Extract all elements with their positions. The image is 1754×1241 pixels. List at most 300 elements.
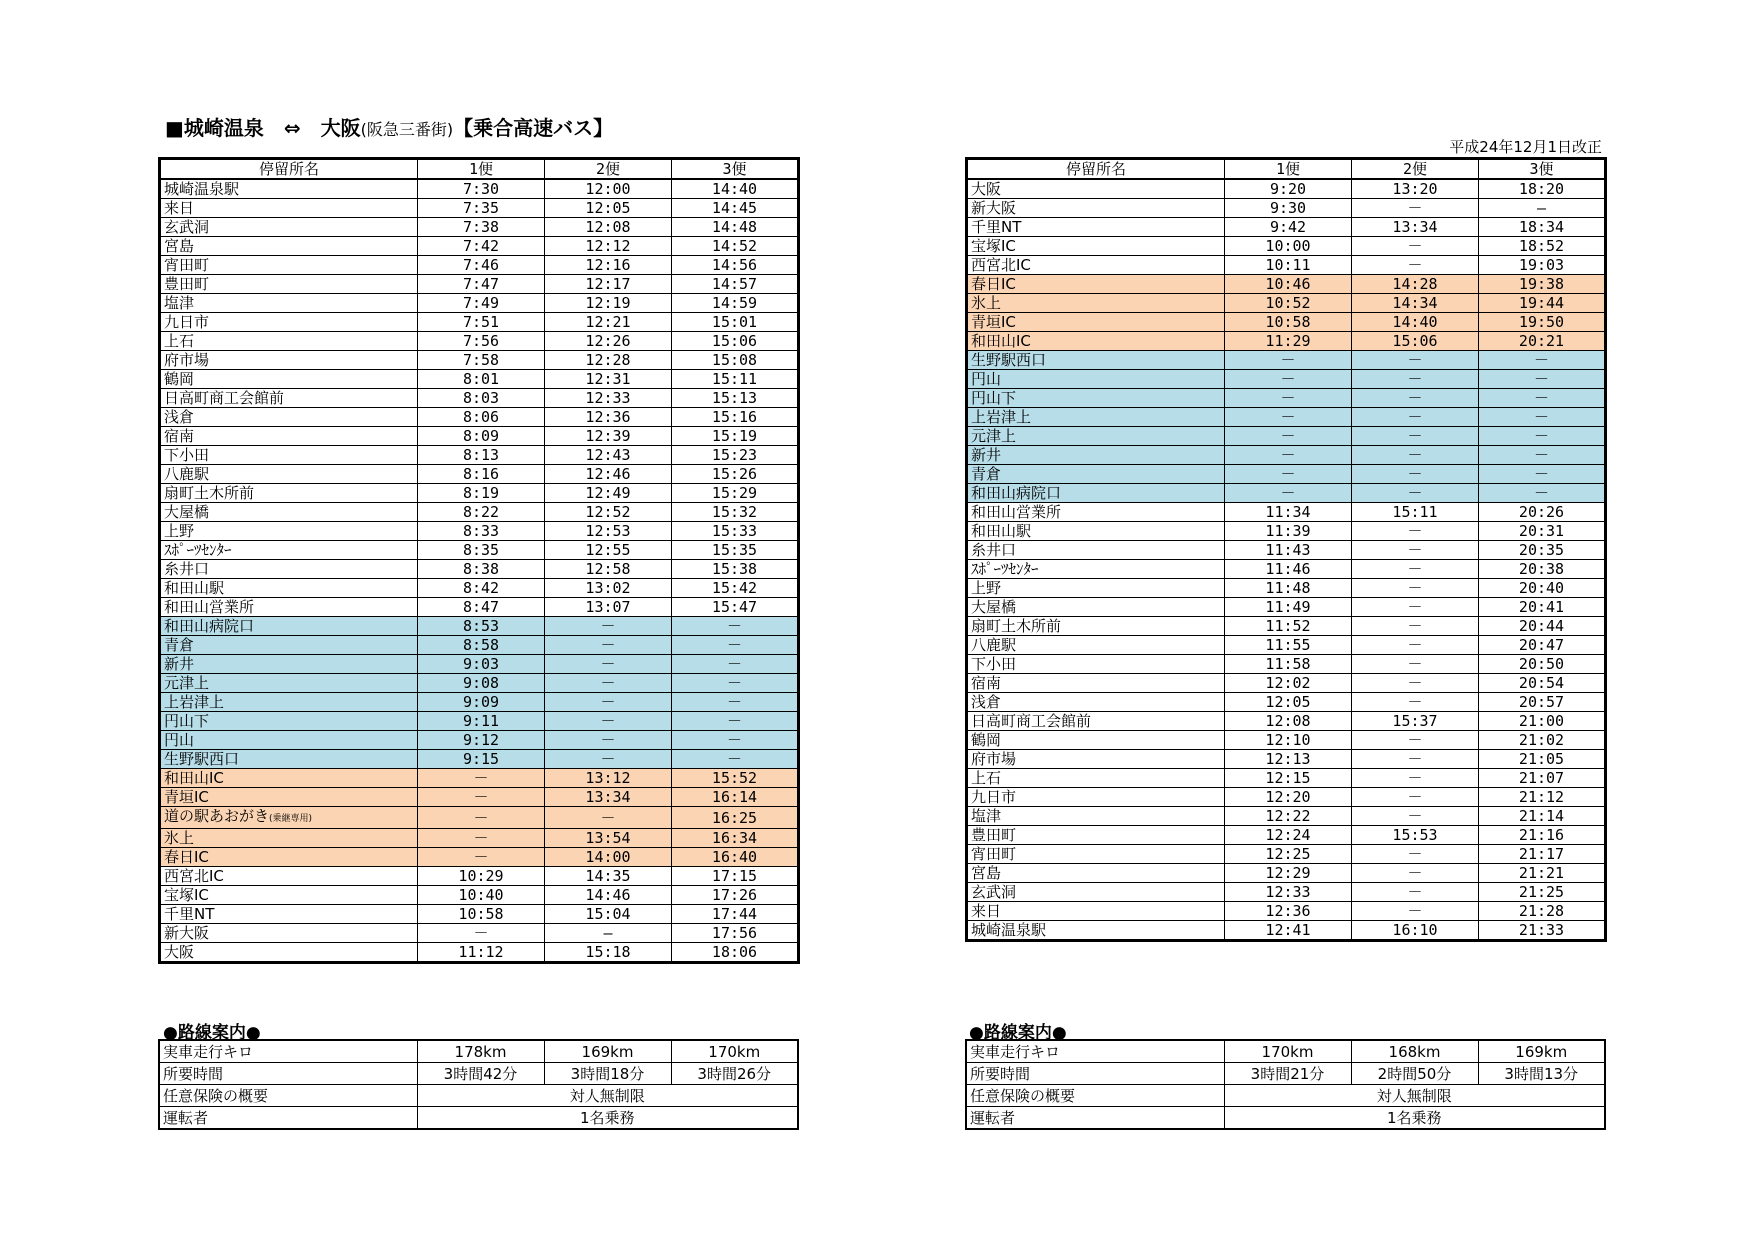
departure-time: － [1352,902,1479,921]
departure-time: － [545,655,672,674]
departure-time: 11:46 [1225,560,1352,579]
stop-name-text: 八鹿駅 [971,636,1017,654]
departure-time: 7:42 [418,237,545,256]
stop-name-text: 上岩津上 [971,408,1032,426]
departure-time: 10:58 [1225,313,1352,332]
stop-name-text: 道の駅あおがき [164,807,270,825]
timetable-row [967,655,1606,674]
title-sub: (阪急三番街) [360,120,454,139]
info-row-insurance [966,1085,1605,1107]
stop-name-text: 豊田町 [971,826,1017,844]
stop-name-text: 宿南 [971,674,1002,692]
departure-time: － [1225,465,1352,484]
departure-time: 11:39 [1225,522,1352,541]
departure-time: － [1225,446,1352,465]
departure-time: 10:52 [1225,294,1352,313]
stop-name-text: 日高町商工会館前 [164,389,285,407]
stop-name-text: 新井 [164,655,195,673]
stop-name-text: 千里NT [971,218,1022,236]
departure-time: 21:00 [1479,712,1606,731]
departure-time: 8:53 [418,617,545,636]
stop-name-text: 青垣IC [971,313,1016,331]
stop-name-text: 新大阪 [971,199,1017,217]
info-label: 任意保険の概要 [159,1085,417,1107]
departure-time: － [1479,465,1606,484]
stop-name-text: 千里NT [164,905,215,923]
stop-name [967,389,1225,408]
timetable-row [160,294,799,313]
departure-time: 13:02 [545,579,672,598]
departure-time: － [418,788,545,807]
timetable-row [967,693,1606,712]
departure-time: 7:30 [418,179,545,199]
stop-name [967,446,1225,465]
stop-name [967,294,1225,313]
departure-time: 14:56 [672,256,799,275]
timetable-row [160,924,799,943]
info-value: 3時間42分 [417,1063,544,1085]
info-row-driver [159,1107,798,1130]
stop-name [967,731,1225,750]
stop-name [160,199,418,218]
timetable-row [967,750,1606,769]
timetable-row [160,522,799,541]
stop-name [160,313,418,332]
departure-time: 12:46 [545,465,672,484]
timetable-row [160,598,799,617]
departure-time: 19:03 [1479,256,1606,275]
info-value: 1名乗務 [417,1107,798,1130]
departure-time: 12:26 [545,332,672,351]
departure-time: － [1352,883,1479,902]
stop-name-text: 氷上 [971,294,1002,312]
stop-name [967,465,1225,484]
departure-time: 15:33 [672,522,799,541]
departure-time: 12:17 [545,275,672,294]
info-value: 3時間21分 [1224,1063,1351,1085]
stop-name-text: 西宮北IC [164,867,224,885]
stop-name-text: 大屋橋 [971,598,1017,616]
route-info-heading: ●路線案内● [163,1023,261,1043]
departure-time: 12:31 [545,370,672,389]
stop-name [160,427,418,446]
route-info-heading: ●路線案内● [969,1023,1067,1043]
info-row-distance [966,1040,1605,1063]
departure-time: 15:08 [672,351,799,370]
departure-time: 15:37 [1352,712,1479,731]
departure-time: － [418,924,545,943]
departure-time: － [1352,541,1479,560]
departure-time: － [1352,389,1479,408]
departure-time: 11:52 [1225,617,1352,636]
timetable-row [967,560,1606,579]
info-value: 2時間50分 [1351,1063,1478,1085]
departure-time: 8:58 [418,636,545,655]
departure-time: 21:28 [1479,902,1606,921]
stop-name-text: 円山 [971,370,1002,388]
stop-name-text: 和田山IC [164,769,224,787]
stop-name [160,655,418,674]
departure-time: 8:22 [418,503,545,522]
stop-name-text: 元津上 [971,427,1017,445]
timetable-row [967,275,1606,294]
timetable-row [967,179,1606,199]
stop-name [967,598,1225,617]
departure-time: 20:38 [1479,560,1606,579]
timetable-row [967,446,1606,465]
departure-time: 19:38 [1479,275,1606,294]
departure-time: 16:25 [672,807,799,829]
departure-time: － [1225,427,1352,446]
timetable-row [967,826,1606,845]
stop-name-text: 下小田 [164,446,210,464]
route-info-table-outbound [158,1039,799,1130]
departure-time: 12:10 [1225,731,1352,750]
departure-time: 15:18 [545,943,672,963]
timetable-row [967,731,1606,750]
departure-time: 11:34 [1225,503,1352,522]
timetable-row [160,484,799,503]
stop-name [967,427,1225,446]
stop-name-text: 宝塚IC [164,886,209,904]
info-label: 実車走行キロ [966,1040,1224,1063]
departure-time: — [545,924,672,943]
timetable-row [967,199,1606,218]
departure-time: 14:45 [672,199,799,218]
stop-name [967,902,1225,921]
timetable-row [160,750,799,769]
timetable-row [967,218,1606,237]
stop-name-text: 大阪 [164,943,195,961]
stop-name [160,731,418,750]
departure-time: － [1479,427,1606,446]
departure-time: 16:14 [672,788,799,807]
header-stop: 停留所名 [967,159,1225,180]
departure-time: 17:56 [672,924,799,943]
stop-name [160,636,418,655]
departure-time: － [672,674,799,693]
header-run-1: 1便 [418,159,545,180]
departure-time: － [418,848,545,867]
stop-name [967,351,1225,370]
info-value: 対人無制限 [1224,1085,1605,1107]
departure-time: 15:01 [672,313,799,332]
departure-time: 20:57 [1479,693,1606,712]
departure-time: － [545,636,672,655]
info-row-distance [159,1040,798,1063]
timetable-row [160,427,799,446]
departure-time: 20:50 [1479,655,1606,674]
stop-name-text: 上石 [971,769,1002,787]
header-row [967,159,1606,180]
departure-time: 15:19 [672,427,799,446]
stop-name-text: 青垣IC [164,788,209,806]
departure-time: 13:12 [545,769,672,788]
departure-time: － [1352,617,1479,636]
departure-time: － [545,807,672,829]
timetable-row [160,769,799,788]
stop-name-text: 円山 [164,731,195,749]
timetable-row [967,351,1606,370]
stop-name-text: 和田山IC [971,332,1031,350]
info-value: 169km [544,1040,671,1063]
departure-time: － [1352,769,1479,788]
stop-name-text: 和田山駅 [164,579,225,597]
departure-time: 10:58 [418,905,545,924]
departure-time: 12:55 [545,541,672,560]
stop-name [160,408,418,427]
stop-name [967,712,1225,731]
title-tail: 【乗合高速バス】 [453,116,614,140]
departure-time: － [1352,370,1479,389]
departure-time: 8:38 [418,560,545,579]
departure-time: 12:05 [1225,693,1352,712]
departure-time: 7:49 [418,294,545,313]
departure-time: 14:40 [1352,313,1479,332]
timetable-row [160,788,799,807]
departure-time: 20:31 [1479,522,1606,541]
departure-time: 8:42 [418,579,545,598]
info-value: 3時間13分 [1478,1063,1605,1085]
timetable-row [967,769,1606,788]
info-label: 運転者 [966,1107,1224,1130]
departure-time: － [545,674,672,693]
revision-date: 平成24年12月1日改正 [1449,138,1602,156]
departure-time: 15:47 [672,598,799,617]
stop-name-text: 八鹿駅 [164,465,210,483]
departure-time: － [418,769,545,788]
departure-time: － [1352,864,1479,883]
stop-name-text: 新井 [971,446,1002,464]
stop-name [967,199,1225,218]
departure-time: 14:48 [672,218,799,237]
departure-time: 15:52 [672,769,799,788]
timetable-row [160,370,799,389]
departure-time: 12:20 [1225,788,1352,807]
timetable-row [967,389,1606,408]
timetable-row [967,522,1606,541]
departure-time: 14:28 [1352,275,1479,294]
stop-name [160,484,418,503]
departure-time: － [1352,750,1479,769]
stop-name [967,845,1225,864]
departure-time: 9:12 [418,731,545,750]
departure-time: － [1225,370,1352,389]
route-info-table-inbound [965,1039,1606,1130]
stop-name [160,905,418,924]
stop-name [967,332,1225,351]
timetable-row [967,313,1606,332]
stop-name-text: 玄武洞 [164,218,210,236]
timetable-row [160,712,799,731]
info-value: 168km [1351,1040,1478,1063]
timetable-row [160,731,799,750]
departure-time: 12:02 [1225,674,1352,693]
departure-time: 14:59 [672,294,799,313]
timetable-row [160,655,799,674]
stop-name [160,924,418,943]
stop-name-text: 円山下 [164,712,210,730]
departure-time: － [1225,484,1352,503]
stop-name-text: 九日市 [164,313,210,331]
stop-name-text: 浅倉 [164,408,195,426]
departure-time: － [672,712,799,731]
stop-name-text: 来日 [164,199,195,217]
timetable-row [967,712,1606,731]
departure-time: 9:42 [1225,218,1352,237]
stop-name [967,617,1225,636]
stop-name-text: 上岩津上 [164,693,225,711]
departure-time: 14:35 [545,867,672,886]
stop-name [160,693,418,712]
departure-time: 8:13 [418,446,545,465]
departure-time: 17:44 [672,905,799,924]
timetable-row [160,332,799,351]
departure-time: 10:46 [1225,275,1352,294]
timetable-row [967,427,1606,446]
departure-time: 18:52 [1479,237,1606,256]
departure-time: － [1352,446,1479,465]
stop-name [160,848,418,867]
stop-name [967,275,1225,294]
stop-name [160,503,418,522]
stop-name [967,179,1225,199]
departure-time: 12:15 [1225,769,1352,788]
timetable-row [160,943,799,963]
timetable-row [160,218,799,237]
departure-time: 14:34 [1352,294,1479,313]
stop-name [967,636,1225,655]
departure-time: 18:34 [1479,218,1606,237]
departure-time: 20:21 [1479,332,1606,351]
departure-time: 7:58 [418,351,545,370]
stop-name [160,769,418,788]
timetable-row [160,867,799,886]
timetable-row [967,864,1606,883]
stop-name-text: 宿南 [164,427,195,445]
departure-time: － [1352,560,1479,579]
departure-time: 20:41 [1479,598,1606,617]
stop-name-text: 城崎温泉駅 [971,921,1047,939]
departure-time: 12:29 [1225,864,1352,883]
timetable-row [967,788,1606,807]
departure-time: 11:29 [1225,332,1352,351]
stop-name-text: 塩津 [971,807,1002,825]
info-row-driver [966,1107,1605,1130]
page-title [165,112,613,141]
departure-time: 15:35 [672,541,799,560]
stop-name [967,769,1225,788]
departure-time: 12:05 [545,199,672,218]
departure-time: 12:36 [545,408,672,427]
departure-time: 12:52 [545,503,672,522]
departure-time: 9:15 [418,750,545,769]
departure-time: 13:34 [545,788,672,807]
departure-time: 10:00 [1225,237,1352,256]
timetable-row [967,598,1606,617]
departure-time: 12:39 [545,427,672,446]
departure-time: 8:16 [418,465,545,484]
departure-time: 15:29 [672,484,799,503]
departure-time: 21:07 [1479,769,1606,788]
departure-time: 8:06 [418,408,545,427]
info-value: 178km [417,1040,544,1063]
stop-name-text: 府市場 [164,351,210,369]
info-value: 170km [1224,1040,1351,1063]
departure-time: 14:46 [545,886,672,905]
departure-time: － [1352,598,1479,617]
stop-name [967,864,1225,883]
stop-name-text: 鶴岡 [164,370,195,388]
departure-time: － [1352,731,1479,750]
departure-time: － [1352,427,1479,446]
departure-time: － [1352,465,1479,484]
timetable-row [967,636,1606,655]
info-value: 3時間26分 [671,1063,798,1085]
stop-name-text: 塩津 [164,294,195,312]
stop-name [967,408,1225,427]
timetable-row [967,902,1606,921]
stop-name [160,807,418,829]
timetable-row [967,674,1606,693]
departure-time: － [672,617,799,636]
timetable-row [967,845,1606,864]
stop-name [967,826,1225,845]
stop-name-text: 糸井口 [164,560,210,578]
stop-name [160,579,418,598]
stop-name-text: 上野 [971,579,1002,597]
departure-time: 12:58 [545,560,672,579]
departure-time: 7:47 [418,275,545,294]
stop-name [160,617,418,636]
stop-name [160,560,418,579]
departure-time: 12:33 [1225,883,1352,902]
stop-name-text: 下小田 [971,655,1017,673]
departure-time: 15:23 [672,446,799,465]
timetable-row [967,921,1606,941]
stop-name [160,674,418,693]
timetable-row [160,179,799,199]
departure-time: 8:19 [418,484,545,503]
timetable-row [967,579,1606,598]
timetable-row [967,332,1606,351]
departure-time: － [1352,788,1479,807]
departure-time: 12:08 [1225,712,1352,731]
stop-name-text: 大屋橋 [164,503,210,521]
timetable-row [160,579,799,598]
timetable-inbound [965,157,1607,942]
departure-time: － [1225,351,1352,370]
departure-time: 19:44 [1479,294,1606,313]
stop-name [160,256,418,275]
departure-time: 11:48 [1225,579,1352,598]
departure-time: 10:11 [1225,256,1352,275]
stop-name [967,560,1225,579]
departure-time: 20:47 [1479,636,1606,655]
departure-time: 20:35 [1479,541,1606,560]
departure-time: － [1352,845,1479,864]
departure-time: 15:38 [672,560,799,579]
timetable-row [160,905,799,924]
stop-name-text: 青倉 [971,465,1002,483]
stop-name [160,943,418,963]
departure-time: 9:09 [418,693,545,712]
timetable-row [160,693,799,712]
departure-time: 12:41 [1225,921,1352,941]
timetable-row [160,275,799,294]
info-label: 所要時間 [159,1063,417,1085]
stop-name [160,179,418,199]
